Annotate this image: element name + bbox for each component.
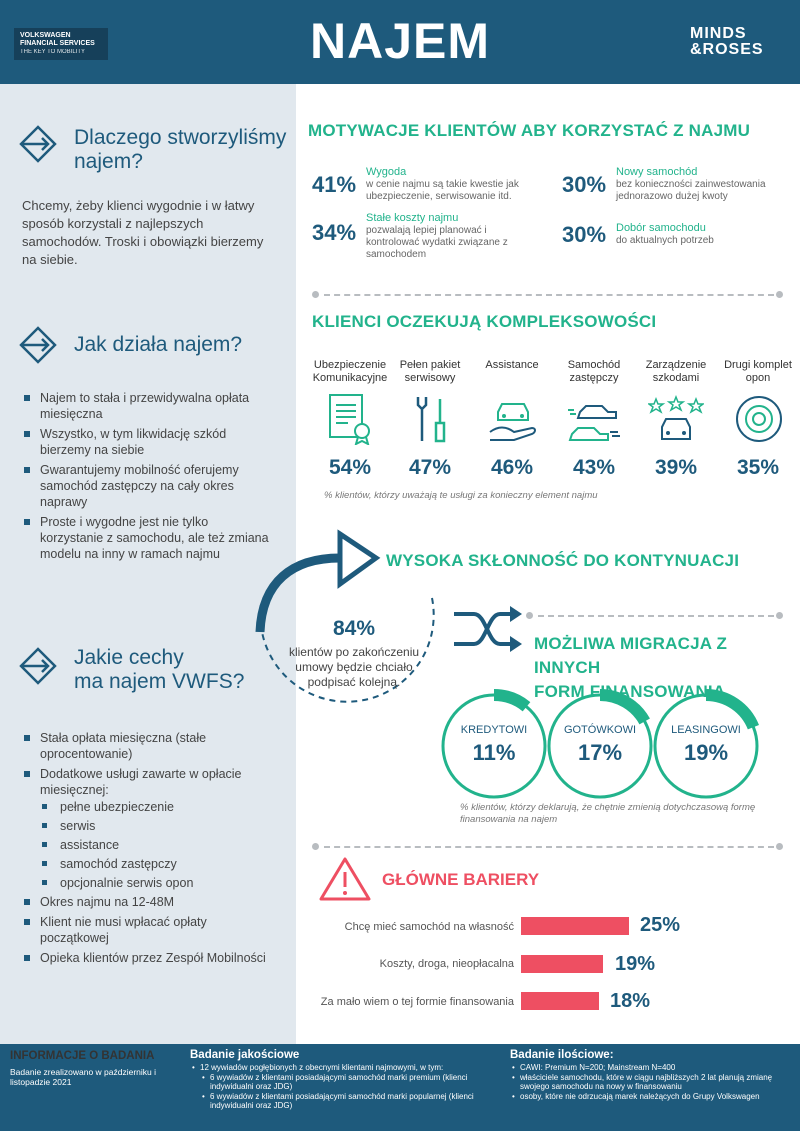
motivation-item: Dobór samochodu do aktualnych potrzeb — [616, 222, 714, 246]
divider — [538, 615, 774, 617]
warning-icon — [318, 856, 372, 902]
motivation-pct: 30% — [562, 222, 607, 247]
ring-label: GOTÓWKOWI — [563, 724, 637, 736]
barrier-bar — [521, 955, 603, 973]
motivation-pct: 30% — [562, 172, 607, 197]
service-label: Assistance — [485, 359, 539, 371]
list-item: • 6 wywiadów z klientami posiadającymi samochód marki premium (klienci indywidualni oraz JDG) — [190, 1073, 490, 1092]
service-pct: 35% — [736, 456, 780, 479]
why-title: Dlaczego stworzyliśmy najem? — [74, 126, 287, 173]
divider-dot — [776, 843, 783, 850]
how-title: Jak działa najem? — [74, 333, 243, 356]
list-item: • osoby, które nie odrzucają marek należących do Grupy Volkswagen — [510, 1092, 792, 1102]
motivation-item: Wygoda w cenie najmu są takie kwestie jak ubezpieczenie, serwisowanie itd. — [366, 166, 519, 202]
ring-pct: 17% — [577, 740, 623, 765]
service-pct: 46% — [490, 456, 534, 479]
minds-roses-logo: MINDS &ROSES — [690, 25, 764, 58]
motivations-title: MOTYWACJE KLIENTÓW ABY KORZYSTAĆ Z NAJMU — [308, 121, 751, 140]
list-item: • 12 wywiadów pogłębionych z obecnymi klientami najmowymi, w tym: — [190, 1063, 490, 1073]
ring-label: LEASINGOWI — [671, 724, 741, 736]
footer-qual-title: Badanie jakościowe — [190, 1049, 300, 1061]
services-title: KLIENCI OCZEKUJĄ KOMPLEKSOWOŚCI — [312, 312, 657, 331]
divider-dot — [312, 843, 319, 850]
barrier-pct: 18% — [610, 990, 651, 1012]
list-item: Klient nie musi wpłacać opłaty początkowej — [24, 914, 270, 946]
barrier-label: Za mało wiem o tej formie finansowania — [320, 996, 514, 1008]
hand-car-icon — [488, 396, 540, 444]
service-pct: 54% — [328, 456, 372, 479]
service-label: Zarządzenie szkodami — [645, 359, 707, 384]
divider-dot — [776, 612, 783, 619]
motivation-item: Stałe koszty najmu pozwalają lepiej planować i kontrolować wydatki związane z samochodem — [366, 212, 508, 260]
migration-ring-arc — [600, 695, 645, 721]
list-item: Wszystko, w tym likwidację szkód bierzemy na siebie — [24, 426, 270, 458]
cars-icon — [566, 398, 622, 444]
how-list — [24, 390, 270, 566]
migration-title: MOŻLIWA MIGRACJA Z INNYCH FORM FINANSOWANIA — [534, 634, 728, 701]
service-pct: 47% — [408, 456, 452, 479]
features-list — [24, 730, 270, 802]
stars-car-icon — [648, 395, 704, 445]
diamond-arrow-icon — [18, 646, 58, 686]
list-item: samochód zastępczy — [24, 856, 270, 872]
migration-ring-arc — [706, 695, 753, 727]
list-item: assistance — [24, 837, 270, 853]
list-item: serwis — [24, 818, 270, 834]
barrier-label: Chcę mieć samochód na własność — [344, 921, 514, 933]
motivation-pct: 34% — [312, 220, 357, 245]
diamond-arrow-icon — [18, 325, 58, 365]
continuation-title: WYSOKA SKŁONNOŚĆ DO KONTYNUACJI — [386, 551, 740, 570]
list-item: opcjonalnie serwis opon — [24, 875, 270, 891]
motivation-pct: 41% — [312, 172, 357, 197]
ring-label: KREDYTOWI — [460, 724, 528, 736]
barrier-pct: 25% — [640, 914, 681, 936]
services-note: % klientów, którzy uważają te usługi za konieczny element najmu — [324, 490, 598, 501]
list-item: Okres najmu na 12-48M — [24, 894, 270, 910]
list-item: Opieka klientów przez Zespół Mobilności — [24, 950, 270, 966]
ring-pct: 19% — [683, 740, 729, 765]
why-text: Chcemy, żeby klienci wygodnie i w łatwy sposób korzystali z najlepszych samochodów. Troski i obowiązki bierzemy na siebie. — [22, 198, 264, 267]
list-item: Stała opłata miesięczna (stałe oprocentowanie) — [24, 730, 270, 762]
list-item: • właściciele samochodu, które w ciągu najbliższych 2 lat planują zmianę swojego samochodu na nowy w finansowaniu — [510, 1073, 792, 1092]
service-label: Drugi komplet opon — [724, 359, 792, 384]
divider-dot — [312, 291, 319, 298]
service-label: Samochód zastępczy — [567, 359, 621, 384]
certificate-icon — [326, 393, 376, 445]
features-sublist — [24, 799, 270, 894]
page-title: NAJEM — [309, 13, 491, 69]
continuation-pct: 84% — [332, 617, 376, 640]
footer-quant-list — [510, 1063, 792, 1101]
migration-ring-arc — [494, 695, 527, 707]
list-item: pełne ubezpieczenie — [24, 799, 270, 815]
vw-fs-logo: VOLKSWAGEN FINANCIAL SERVICES THE KEY TO MOBILITY — [14, 28, 108, 60]
list-item: Gwarantujemy mobilność oferujemy samochód zastępczy na cały okres naprawy — [24, 462, 270, 510]
tools-icon — [410, 395, 454, 445]
tire-icon — [734, 394, 784, 444]
migration-note: % klientów, którzy deklarują, że chętnie zmienią dotychczasową formę finansowania na najem — [460, 802, 756, 825]
motivation-item: Nowy samochód bez konieczności zainwestowania jednorazowo dużej kwoty — [616, 166, 766, 202]
service-pct: 39% — [654, 456, 698, 479]
features-list-2 — [24, 894, 270, 970]
divider-dot — [776, 291, 783, 298]
list-item: • CAWI: Premium N=200; Mainstream N=400 — [510, 1063, 792, 1073]
list-item: • 6 wywiadów z klientami posiadającymi samochód marki popularnej (klienci indywidualni oraz JDG) — [190, 1092, 490, 1111]
footer-quant-title: Badanie ilościowe: — [510, 1049, 614, 1061]
features-title: Jakie cechy ma najem VWFS? — [74, 646, 245, 693]
divider — [324, 846, 774, 848]
barrier-bar — [521, 917, 629, 935]
divider — [324, 294, 774, 296]
service-label: Ubezpieczenie Komunikacyjne — [312, 359, 388, 384]
list-item: Najem to stała i przewidywalna opłata miesięczna — [24, 390, 270, 422]
diamond-arrow-icon — [18, 124, 58, 164]
divider-dot — [526, 612, 533, 619]
service-label: Pełen pakiet serwisowy — [399, 359, 461, 384]
barrier-pct: 19% — [615, 953, 656, 975]
ring-pct: 11% — [472, 740, 516, 765]
barrier-label: Koszty, droga, nieopłacalna — [379, 958, 514, 970]
continuation-text: klientów po zakończeniu umowy będzie chciało podpisać kolejną. — [288, 645, 420, 689]
shuffle-icon — [452, 604, 524, 654]
barrier-bar — [521, 992, 599, 1010]
service-pct: 43% — [572, 456, 616, 479]
footer-info-text: Badanie zrealizowano w październiku i listopadzie 2021 — [10, 1067, 156, 1087]
list-item: Proste i wygodne jest nie tylko korzystanie z samochodu, ale też zmiana modelu na inny w ramach najmu — [24, 514, 270, 562]
list-item: Dodatkowe usługi zawarte w opłacie miesięcznej: — [24, 766, 270, 798]
footer-qual-list — [190, 1063, 490, 1111]
barriers-title: GŁÓWNE BARIERY — [382, 870, 540, 889]
footer-info-title: INFORMACJE O BADANIA — [10, 1050, 155, 1062]
